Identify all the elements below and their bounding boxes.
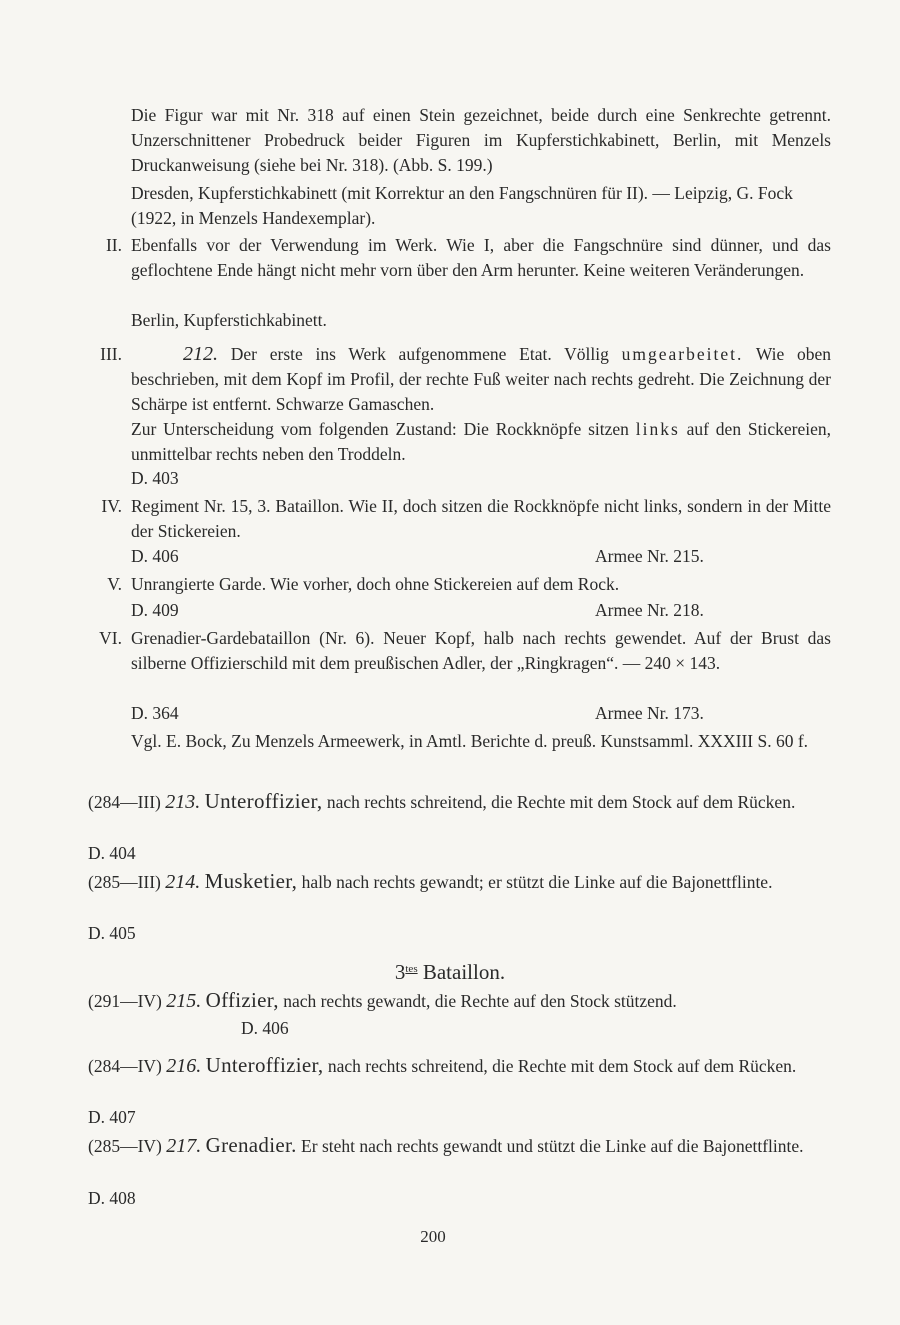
entry-prefix: (291—IV) bbox=[88, 991, 162, 1011]
emphasis: umgearbeitet. bbox=[621, 344, 744, 364]
entry-213-reference: D. 404 bbox=[88, 843, 136, 863]
catalog-number: 212. bbox=[183, 343, 218, 365]
entry-216-reference: D. 407 bbox=[88, 1107, 136, 1127]
state5-armee: Armee Nr. 218. bbox=[595, 600, 704, 620]
paragraph-state4: Regiment Nr. 15, 3. Bataillon. Wie II, doch sitzen die Rockknöpfe nicht links, sondern in der Mitte der Stickereien. bbox=[131, 496, 831, 541]
state5-reference: D. 409 bbox=[131, 600, 179, 620]
state5-refs bbox=[131, 598, 831, 623]
entry-217-reference: D. 408 bbox=[88, 1188, 136, 1208]
state-numeral-v: V. bbox=[107, 574, 122, 594]
paragraph-state3-distinction: Zur Unterscheidung vom folgenden Zustand: Die Rockknöpfe sitzen links auf den Stickereien, unmittelbar rechts neben den Troddeln. bbox=[131, 419, 832, 464]
emphasis: links bbox=[635, 419, 680, 439]
entry-214: (285—III) 214. Musketier, halb nach rechts gewandt; er stützt die Linke auf die Bajonettflinte. bbox=[88, 869, 773, 893]
entry-prefix: (285—IV) bbox=[88, 1136, 162, 1156]
paragraph-state5: Unrangierte Garde. Wie vorher, doch ohne Stickereien auf dem Rock. bbox=[131, 574, 620, 594]
entry-title: Unteroffizier, bbox=[205, 1053, 324, 1077]
entry-title: Unteroffizier, bbox=[204, 789, 323, 813]
paragraph-state6: Grenadier-Gardebataillon (Nr. 6). Neuer Kopf, halb nach rechts gewendet. Auf der Brust das silberne Offizierschild mit dem preußischen Adler, der „Ringkragen“. — 240 × 143. bbox=[131, 628, 831, 673]
state6-reference: D. 364 bbox=[131, 703, 179, 723]
paragraph-state1-locations: Dresden, Kupferstichkabinett (mit Korrektur an den Fangschnüren für II). — Leipzig, G. Fock (1922, in Menzels Handexemplar). bbox=[131, 183, 793, 228]
entry-title: Musketier, bbox=[204, 869, 298, 893]
state-numeral-iii: III. bbox=[100, 344, 122, 364]
paragraph-state1-description: Die Figur war mit Nr. 318 auf einen Stein gezeichnet, beide durch eine Senkrechte getrennt. Unzerschnittener Probedruck beider Figuren im Kupferstichkabinett, Berlin, mit Menzels Druckanweisung (siehe bei Nr. 318). (Abb. S. 199.) bbox=[131, 105, 831, 175]
catalog-number: 214. bbox=[165, 871, 201, 893]
entry-214-reference: D. 405 bbox=[88, 923, 136, 943]
state2-location: Berlin, Kupferstichkabinett. bbox=[131, 310, 327, 330]
paragraph-state3: 212. Der erste ins Werk aufgenommene Etat. Völlig umgearbeitet. Wie oben beschrieben, mit dem Kopf im Profil, der rechte Fuß weiter nach rechts gedreht. Die Zeichnung der Schärpe ist entfernt. Schwarze Gamaschen. bbox=[131, 343, 832, 414]
paragraph-state2: Ebenfalls vor der Verwendung im Werk. Wie I, aber die Fangschnüre sind dünner, und das geflochtene Ende hängt nicht mehr vorn über den Arm herunter. Keine weiteren Veränderungen. bbox=[131, 235, 831, 280]
catalog-number: 216. bbox=[166, 1055, 202, 1077]
state-numeral-iv: IV. bbox=[101, 496, 122, 516]
entry-prefix: (285—III) bbox=[88, 872, 161, 892]
entry-216: (284—IV) 216. Unteroffizier, nach rechts schreitend, die Rechte mit dem Stock auf dem Rücken. bbox=[88, 1053, 797, 1077]
catalog-number: 213. bbox=[165, 791, 201, 813]
entry-prefix: (284—III) bbox=[88, 792, 161, 812]
page-number: 200 bbox=[420, 1227, 446, 1246]
entry-title: Offizier, bbox=[205, 988, 279, 1012]
entry-title: Grenadier. bbox=[205, 1133, 297, 1157]
state4-armee: Armee Nr. 215. bbox=[595, 546, 704, 566]
entry-215: (291—IV) 215. Offizier, nach rechts gewandt, die Rechte auf den Stock stützend. bbox=[88, 988, 677, 1012]
state6-refs bbox=[131, 701, 831, 726]
entry-217: (285—IV) 217. Grenadier. Er steht nach rechts gewandt und stützt die Linke auf die Bajonettflinte. bbox=[88, 1133, 804, 1157]
section-heading: $3^{tes}$ Bataillon. bbox=[394, 960, 506, 984]
state-numeral-vi: VI. bbox=[99, 628, 122, 648]
entry-213: (284—III) 213. Unteroffizier, nach rechts schreitend, die Rechte mit dem Stock auf dem Rücken. bbox=[88, 789, 796, 813]
catalog-number: 217. bbox=[166, 1135, 202, 1157]
state4-refs bbox=[131, 544, 831, 569]
state3-reference: D. 403 bbox=[131, 468, 179, 488]
state-numeral-ii: II. bbox=[105, 235, 122, 255]
state4-reference: D. 406 bbox=[131, 546, 179, 566]
entry-215-reference: D. 406 bbox=[241, 1018, 289, 1038]
state6-armee: Armee Nr. 173. bbox=[595, 703, 704, 723]
catalog-number: 215. bbox=[166, 990, 202, 1012]
entry-prefix: (284—IV) bbox=[88, 1056, 162, 1076]
state6-note: Vgl. E. Bock, Zu Menzels Armeewerk, in Amtl. Berichte d. preuß. Kunstsamml. XXXIII S. 60 f. bbox=[131, 731, 809, 751]
